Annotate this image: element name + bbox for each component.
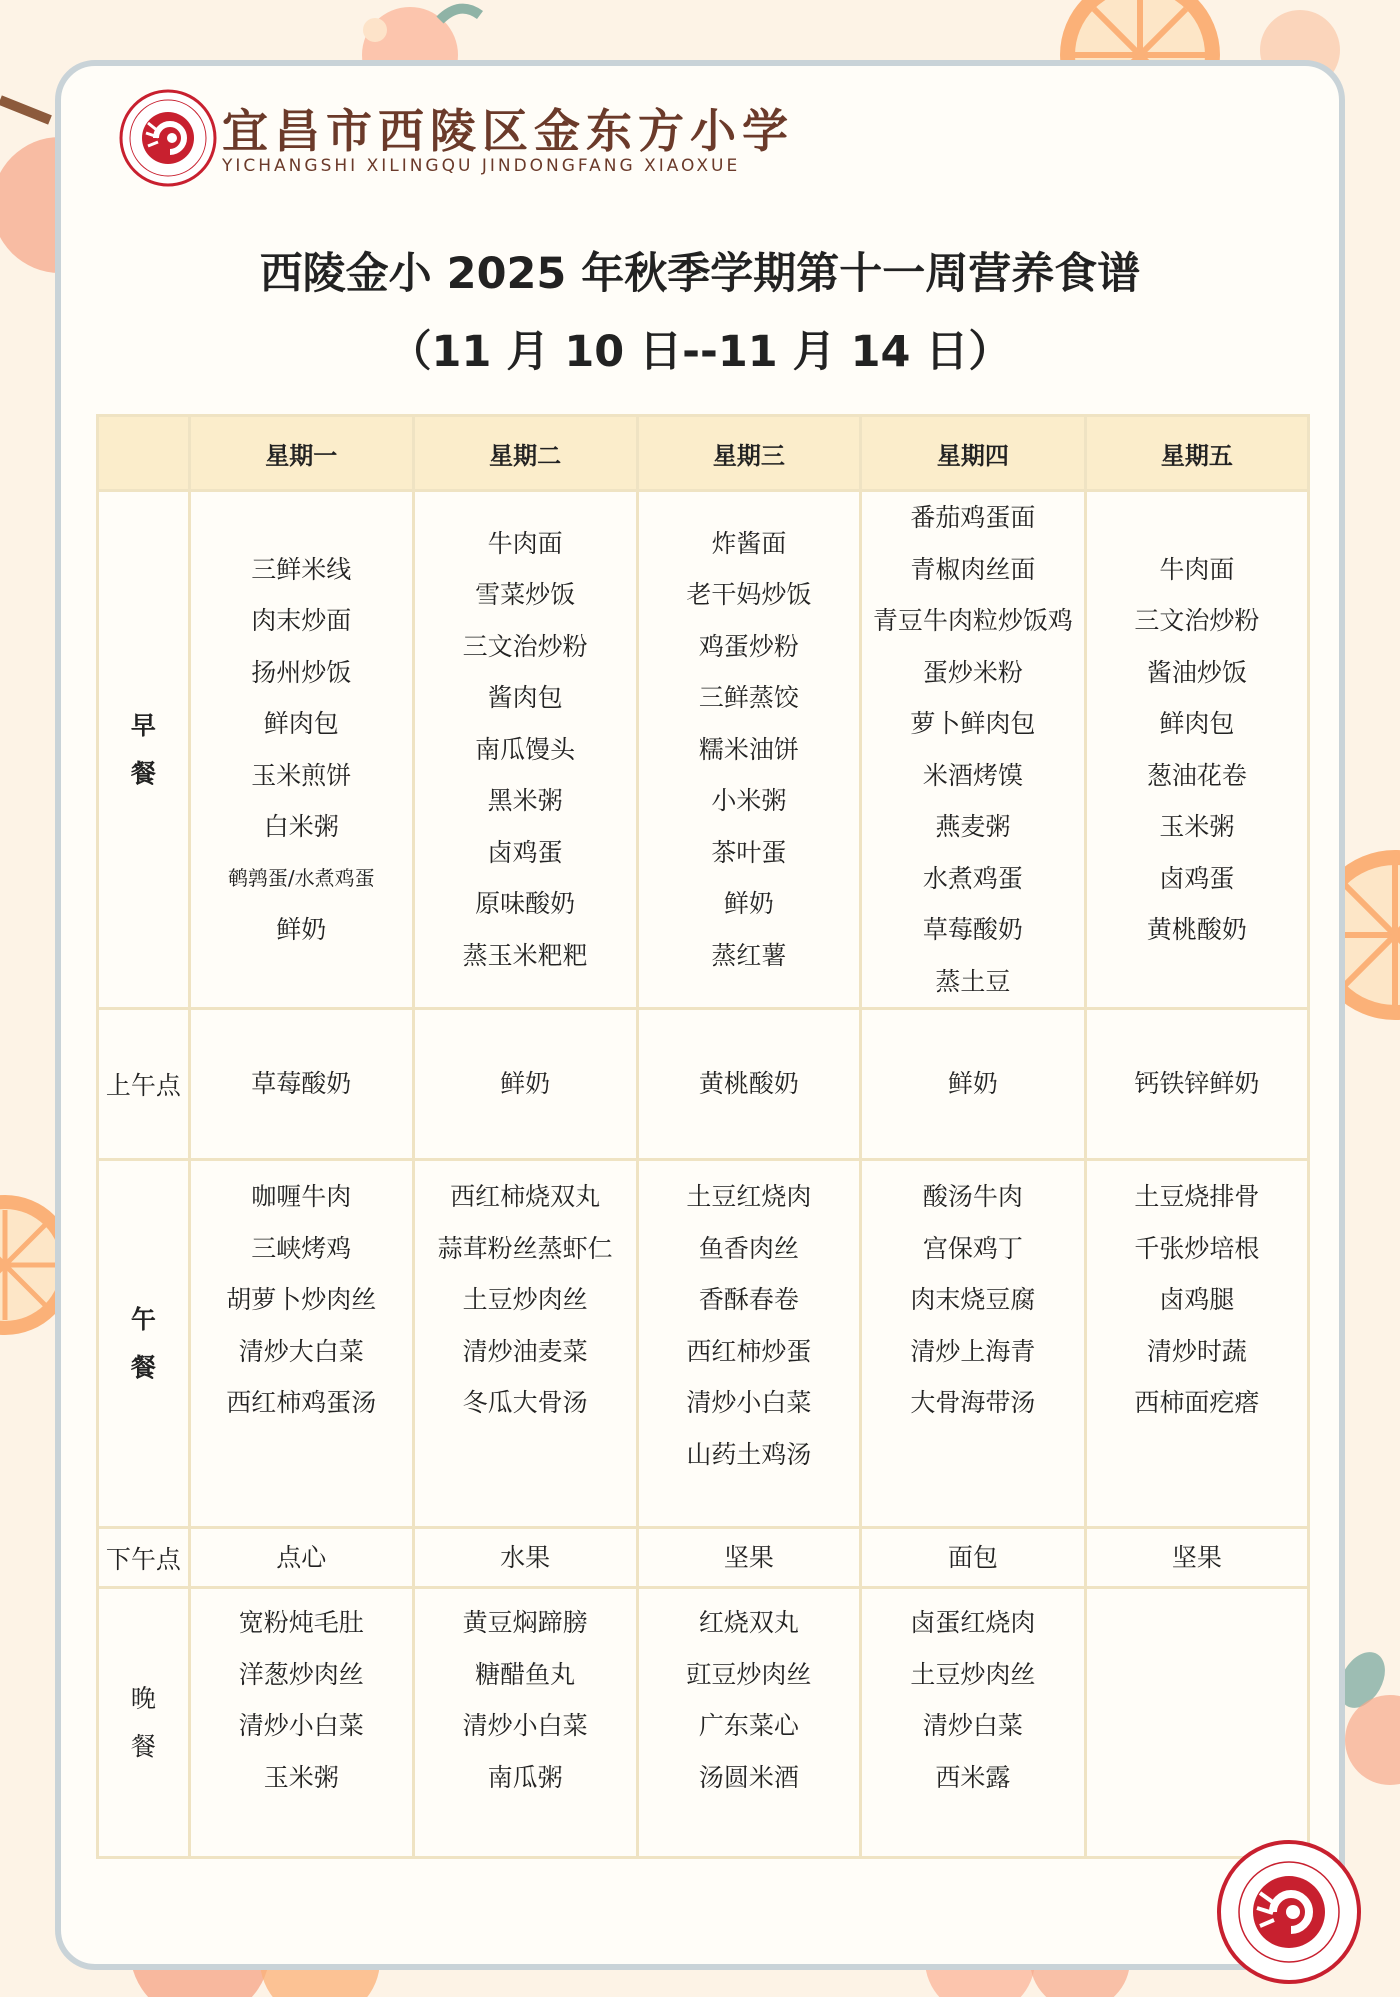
day-header: 星期四 <box>861 416 1086 491</box>
menu-item: 洋葱炒肉丝 <box>238 1659 364 1689</box>
menu-item: 鲜奶 <box>500 1069 551 1099</box>
menu-item: 米酒烤馍 <box>922 760 1023 790</box>
menu-item: 肉末炒面 <box>251 606 352 635</box>
menu-item: 玉米煎饼 <box>251 760 352 790</box>
meal-label-afternoon-snack: 下午点 <box>98 1528 190 1588</box>
menu-item: 三鲜蒸饺 <box>698 683 799 713</box>
menu-item: 燕麦粥 <box>935 812 1011 841</box>
menu-item: 广东菜心 <box>698 1711 799 1740</box>
menu-cell <box>637 1160 860 1528</box>
menu-item-list <box>639 1597 859 1803</box>
menu-item: 清炒小白菜 <box>238 1711 364 1740</box>
menu-item: 鲜奶 <box>947 1069 998 1099</box>
menu-item: 清炒小白菜 <box>462 1711 588 1740</box>
menu-item-list <box>862 1171 1084 1429</box>
menu-cell <box>861 1588 1086 1858</box>
menu-item: 蒸玉米粑粑 <box>462 940 588 970</box>
menu-cell <box>413 1009 637 1160</box>
menu-cell <box>189 1160 413 1528</box>
day-header: 星期一 <box>189 416 413 491</box>
menu-item-list <box>862 1532 1084 1584</box>
school-name-pinyin: YICHANGSHI XILINGQU JINDONGFANG XIAOXUE <box>222 156 741 176</box>
menu-item: 肉末烧豆腐 <box>910 1285 1036 1314</box>
menu-item: 酸汤牛肉 <box>922 1182 1023 1211</box>
table-row-lunch <box>98 1160 1309 1528</box>
menu-item: 卤鸡蛋 <box>1159 863 1235 893</box>
menu-item: 鲜奶 <box>276 915 327 944</box>
menu-item: 汤圆米酒 <box>698 1762 799 1792</box>
menu-item: 蒸红薯 <box>711 940 787 970</box>
menu-item: 酱油炒饭 <box>1146 657 1247 687</box>
menu-item-list <box>191 1597 412 1803</box>
menu-cell <box>189 491 413 1009</box>
menu-cell <box>189 1009 413 1160</box>
menu-item: 小米粥 <box>711 786 787 816</box>
menu-cell <box>637 491 860 1009</box>
corner-cell <box>98 416 190 491</box>
menu-item: 雪菜炒饭 <box>475 580 576 610</box>
day-header: 星期五 <box>1085 416 1308 491</box>
menu-cell <box>1085 1160 1308 1528</box>
menu-item: 卤鸡蛋 <box>487 837 563 867</box>
menu-item-list <box>191 1058 412 1110</box>
menu-item-list <box>191 1532 412 1584</box>
menu-item: 清炒上海青 <box>910 1336 1036 1366</box>
menu-cell <box>1085 491 1308 1009</box>
menu-cell <box>637 1009 860 1160</box>
menu-item-list <box>415 518 636 982</box>
menu-item: 清炒小白菜 <box>686 1388 812 1417</box>
menu-item: 黄豆焖蹄膀 <box>462 1608 588 1637</box>
table-row-afternoon-snack <box>98 1528 1309 1588</box>
menu-item: 糖醋鱼丸 <box>475 1659 576 1689</box>
menu-item: 山药土鸡汤 <box>686 1439 812 1469</box>
menu-item: 香酥春卷 <box>698 1285 799 1314</box>
menu-item: 清炒油麦菜 <box>462 1336 588 1366</box>
school-logo <box>118 88 218 188</box>
menu-cell <box>861 1528 1086 1588</box>
table-header-row <box>98 416 1309 491</box>
menu-item: 三文治炒粉 <box>462 631 588 661</box>
menu-item: 扬州炒饭 <box>251 657 352 687</box>
menu-item: 西柿面疙瘩 <box>1134 1388 1260 1417</box>
menu-item-list <box>415 1171 636 1429</box>
day-header: 星期二 <box>413 416 637 491</box>
menu-item: 点心 <box>276 1542 327 1572</box>
table-row-breakfast <box>98 491 1309 1009</box>
day-header: 星期三 <box>637 416 860 491</box>
meal-label-lunch: 午 餐 <box>98 1160 190 1528</box>
menu-item: 三文治炒粉 <box>1134 606 1260 635</box>
menu-item-list <box>639 1171 859 1480</box>
menu-item-list <box>1087 544 1307 956</box>
menu-item-list <box>415 1058 636 1110</box>
menu-cell <box>861 491 1086 1009</box>
menu-cell <box>861 1009 1086 1160</box>
menu-item: 黑米粥 <box>487 786 563 816</box>
menu-item-list <box>191 1171 412 1429</box>
table-row-morning-snack <box>98 1009 1309 1160</box>
menu-item: 三峡烤鸡 <box>251 1233 352 1263</box>
menu-item: 草莓酸奶 <box>922 915 1023 944</box>
menu-item-list <box>862 492 1084 1007</box>
menu-item: 萝卜鲜肉包 <box>910 709 1036 738</box>
menu-item: 钙铁锌鲜奶 <box>1134 1069 1260 1099</box>
menu-item: 西红柿烧双丸 <box>450 1182 601 1211</box>
menu-item: 番茄鸡蛋面 <box>910 503 1036 532</box>
menu-cell <box>413 491 637 1009</box>
menu-cell <box>413 1588 637 1858</box>
menu-item: 水煮鸡蛋 <box>922 863 1023 893</box>
menu-item-list <box>1087 1171 1307 1429</box>
menu-item: 白米粥 <box>263 812 339 841</box>
menu-item: 蒜茸粉丝蒸虾仁 <box>437 1233 613 1263</box>
menu-item: 酱肉包 <box>487 683 563 713</box>
menu-cell <box>637 1588 860 1858</box>
menu-item: 宫保鸡丁 <box>922 1233 1023 1263</box>
menu-item-list <box>862 1058 1084 1110</box>
menu-item: 土豆炒肉丝 <box>910 1659 1036 1689</box>
menu-item: 清炒时蔬 <box>1146 1336 1247 1366</box>
menu-cell <box>861 1160 1086 1528</box>
menu-item: 黄桃酸奶 <box>698 1069 799 1099</box>
menu-item: 坚果 <box>723 1542 774 1572</box>
menu-cell <box>413 1160 637 1528</box>
menu-item: 面包 <box>947 1542 998 1572</box>
meal-label-morning-snack: 上午点 <box>98 1009 190 1160</box>
menu-item: 鲜肉包 <box>1159 709 1235 738</box>
menu-item-list <box>191 544 412 956</box>
menu-cell <box>1085 1528 1308 1588</box>
table-row-dinner <box>98 1588 1309 1858</box>
menu-item: 咖喱牛肉 <box>251 1182 352 1211</box>
menu-cell <box>1085 1009 1308 1160</box>
menu-item: 玉米粥 <box>1159 812 1235 841</box>
menu-item: 牛肉面 <box>487 528 563 558</box>
menu-item: 土豆红烧肉 <box>686 1182 812 1211</box>
menu-item: 胡萝卜炒肉丝 <box>226 1285 377 1314</box>
menu-item: 鹌鹑蛋/水煮鸡蛋 <box>227 865 375 890</box>
menu-item: 鲜肉包 <box>263 709 339 738</box>
menu-item: 卤鸡腿 <box>1159 1285 1235 1314</box>
menu-cell <box>189 1588 413 1858</box>
menu-item: 大骨海带汤 <box>910 1388 1036 1417</box>
menu-cell <box>413 1528 637 1588</box>
menu-cell <box>189 1528 413 1588</box>
menu-item: 草莓酸奶 <box>251 1069 352 1099</box>
menu-cell <box>1085 1588 1308 1858</box>
menu-item: 豇豆炒肉丝 <box>686 1659 812 1689</box>
menu-item: 清炒白菜 <box>922 1711 1023 1740</box>
menu-item-list <box>415 1597 636 1803</box>
menu-item: 葱油花卷 <box>1146 760 1247 790</box>
menu-item: 鱼香肉丝 <box>698 1233 799 1263</box>
weekly-menu-table <box>96 414 1310 1859</box>
menu-item: 西红柿鸡蛋汤 <box>226 1388 377 1417</box>
school-name: 宜昌市西陵区金东方小学 <box>222 104 794 158</box>
menu-item: 水果 <box>500 1542 551 1572</box>
menu-item: 坚果 <box>1171 1542 1222 1572</box>
menu-item: 茶叶蛋 <box>711 837 787 867</box>
menu-item: 蒸土豆 <box>935 966 1011 996</box>
menu-date-range: （11 月 10 日--11 月 14 日） <box>388 327 1012 377</box>
menu-item: 炸酱面 <box>711 528 787 558</box>
menu-item: 鸡蛋炒粉 <box>698 631 799 661</box>
menu-item: 千张炒培根 <box>1134 1233 1260 1263</box>
menu-item-list <box>639 518 859 982</box>
menu-title: 西陵金小 2025 年秋季学期第十一周营养食谱 <box>259 249 1141 299</box>
menu-item: 卤蛋红烧肉 <box>910 1608 1036 1637</box>
menu-item: 青椒肉丝面 <box>910 554 1036 584</box>
education-group-badge <box>1215 1838 1363 1986</box>
menu-item: 玉米粥 <box>263 1762 339 1792</box>
menu-item: 宽粉炖毛肚 <box>238 1608 364 1637</box>
menu-item: 鲜奶 <box>723 889 774 919</box>
meal-label-breakfast: 早 餐 <box>98 491 190 1009</box>
menu-item: 三鲜米线 <box>251 554 352 584</box>
menu-item: 冬瓜大骨汤 <box>462 1388 588 1417</box>
menu-item-list <box>1087 1532 1307 1584</box>
menu-item: 黄桃酸奶 <box>1146 915 1247 944</box>
menu-item: 红烧双丸 <box>698 1608 799 1637</box>
menu-item: 蛋炒米粉 <box>922 657 1023 687</box>
menu-item: 西米露 <box>935 1762 1011 1792</box>
menu-item: 清炒大白菜 <box>238 1336 364 1366</box>
meal-label-dinner: 晚 餐 <box>98 1588 190 1858</box>
menu-item: 老干妈炒饭 <box>686 580 812 610</box>
menu-item: 糯米油饼 <box>698 734 799 764</box>
menu-item: 南瓜馒头 <box>475 734 576 764</box>
menu-item: 牛肉面 <box>1159 554 1235 584</box>
menu-item: 青豆牛肉粒炒饭鸡 <box>872 606 1073 635</box>
menu-item: 原味酸奶 <box>475 889 576 919</box>
menu-item-list <box>639 1058 859 1110</box>
menu-item: 土豆炒肉丝 <box>462 1285 588 1314</box>
menu-item: 南瓜粥 <box>487 1762 563 1792</box>
menu-item-list <box>639 1532 859 1584</box>
menu-item: 土豆烧排骨 <box>1134 1182 1260 1211</box>
menu-item-list <box>862 1597 1084 1803</box>
menu-item-list <box>415 1532 636 1584</box>
menu-item-list <box>1087 1058 1307 1110</box>
menu-cell <box>637 1528 860 1588</box>
menu-item: 西红柿炒蛋 <box>686 1336 812 1366</box>
